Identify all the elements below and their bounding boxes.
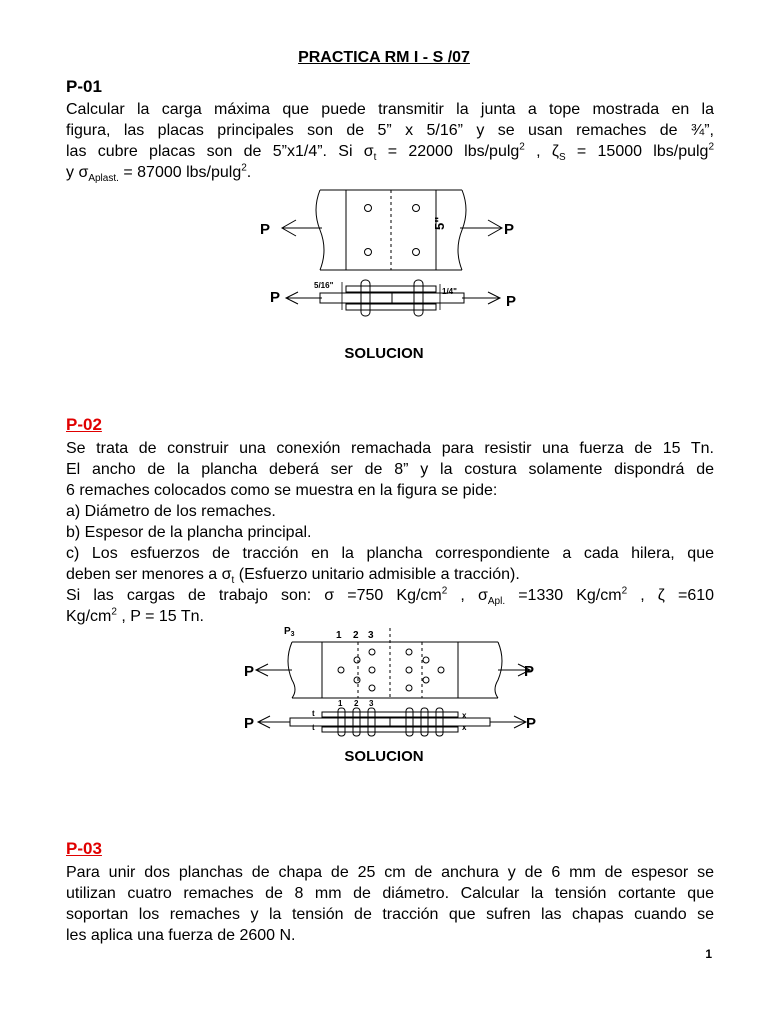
p02-fig-row-bot-2: 2 <box>354 699 359 708</box>
page-title: PRACTICA RM I - S /07 <box>298 49 470 66</box>
p02-fig-p-right-bot: P <box>526 715 537 732</box>
p02-line-1: Se trata de construir una conexión remachada para resistir una fuerza de 15 Tn. <box>66 440 714 457</box>
solution-heading-p02: SOLUCION <box>344 748 424 765</box>
p02-fig-t-2: t <box>312 723 315 732</box>
p01-fig-dim-14: 1/4" <box>442 287 457 296</box>
butt-joint-figure <box>250 184 530 324</box>
p02-line-8: Si las cargas de trabajo son: σ =750 $Kg/cm^2$ , $\sigma_{Apl.} =1330$ $Kg/cm^2$ , ζ =610 <box>66 585 715 608</box>
p02-fig-row-2: 2 <box>353 630 359 641</box>
problem-label-p03: P-03 <box>66 839 102 858</box>
problem-text-p02 <box>66 438 714 627</box>
p02-line-5: b) Espesor de la plancha principal. <box>66 524 312 541</box>
p02-fig-row-1: 1 <box>336 630 342 641</box>
problem-label-p01: P-01 <box>66 77 102 96</box>
problem-label-p02: P-02 <box>66 415 102 434</box>
p02-fig-p-left-top: P <box>244 663 255 680</box>
p02-line-2: El ancho de la plancha deberá ser de 8” y la costura solamente dispondrá de <box>66 461 714 478</box>
page-number: 1 <box>705 947 712 961</box>
p02-line-9: $Kg/cm^2$ , P = 15 Tn. <box>66 606 204 625</box>
p01-fig-p-right-bot: P <box>506 293 517 310</box>
solution-heading-p01: SOLUCION <box>344 345 424 362</box>
p01-line-4: y $\sigma_{Aplast.} = 87000$ lbs/pulg$^2$. <box>66 162 252 185</box>
p02-fig-x-1: x <box>462 711 467 720</box>
p03-line-1: Para unir dos planchas de chapa de 25 cm de anchura y de 6 mm de espesor se <box>66 864 714 881</box>
p02-fig-t-1: t <box>312 709 315 718</box>
p01-fig-p-left-top: P <box>260 221 271 238</box>
p03-line-2: utilizan cuatro remaches de 8 mm de diámetro. Calcular la tensión cortante que <box>66 885 714 902</box>
p01-line-1: Calcular la carga máxima que puede transmitir la junta a tope mostrada en la <box>66 101 714 118</box>
problem-text-p03 <box>66 862 714 946</box>
p02-line-6: c) Los esfuerzos de tracción en la plancha correspondiente a cada hilera, que <box>66 545 714 562</box>
p02-line-4: a) Diámetro de los remaches. <box>66 503 276 520</box>
p01-fig-p-left-bot: P <box>270 289 281 306</box>
p02-fig-p-right-top: P <box>524 663 535 680</box>
p02-line-7: deben ser menores a $\sigma_t$ (Esfuerzo unitario admisible a tracción). <box>66 566 520 587</box>
p02-fig-row-bot-3: 3 <box>369 699 374 708</box>
p01-fig-p-right-top: P <box>504 221 515 238</box>
problem-text-p01 <box>66 99 714 183</box>
p02-fig-x-2: x <box>462 723 467 732</box>
p02-fig-p3: $P_3$ <box>284 626 295 638</box>
p03-line-3: soportan los remaches y la tensión de tracción que sufren las chapas cuando se <box>66 906 714 923</box>
p01-fig-dim-5: 5" <box>432 216 447 230</box>
p01-line-2: figura, las placas principales son de 5” x 5/16” y se usan remaches de ¾”, <box>66 122 714 139</box>
p02-fig-p-left-bot: P <box>244 715 255 732</box>
p01-line-3: las cubre placas son de 5”x1/4”. Si $\sigma_t = 22000$ lbs/pulg$^2$ , $\zeta_S = 15000$ lbs/pulg$^2$ <box>66 141 715 164</box>
p03-line-4: les aplica una fuerza de 2600 N. <box>66 927 296 944</box>
p02-line-3: 6 remaches colocados como se muestra en la figura se pide: <box>66 482 498 499</box>
riveted-connection-figure <box>240 620 540 745</box>
p02-fig-row-bot-1: 1 <box>338 699 343 708</box>
p02-fig-row-3: 3 <box>368 630 374 641</box>
p01-fig-dim-516: 5/16" <box>314 281 334 290</box>
